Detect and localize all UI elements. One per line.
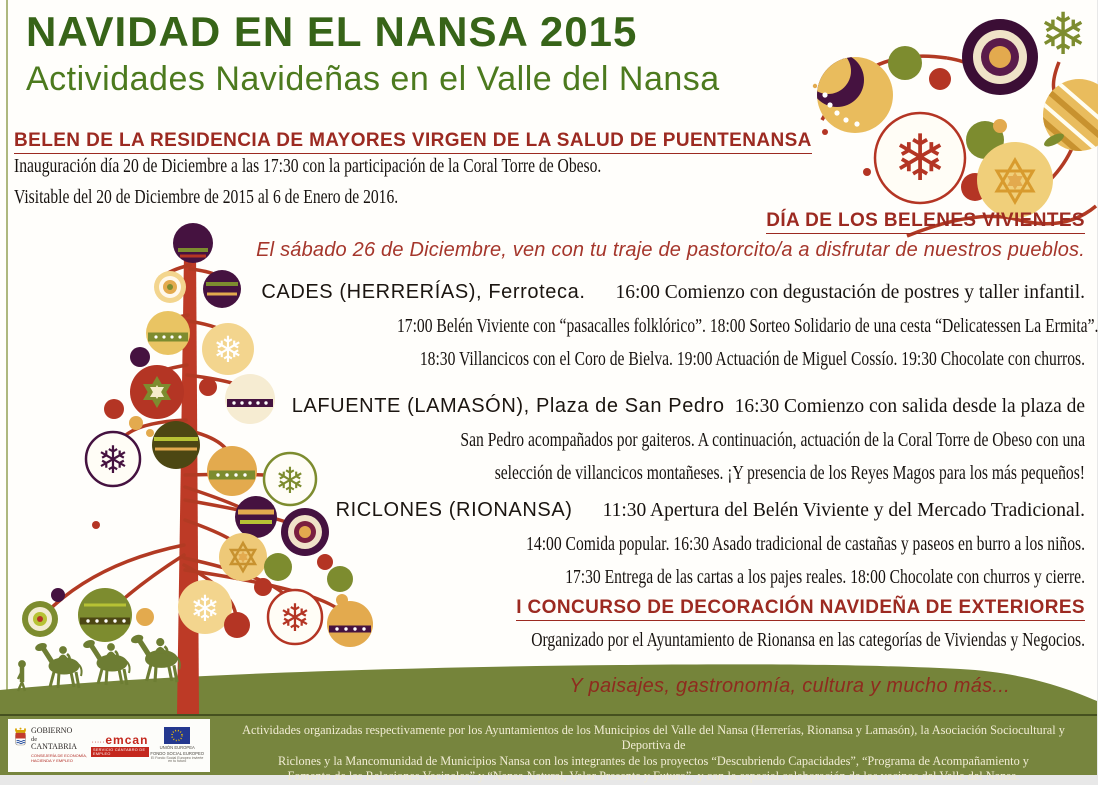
event-place-line [225, 276, 1085, 310]
footer-credits [218, 723, 1089, 785]
gobierno-name: GOBIERNO [31, 726, 73, 736]
footer [0, 714, 1097, 784]
tagline: Y paisajes, gastronomía, cultura y mucho más... [569, 675, 1010, 697]
emcan-subtitle: SERVICIO CÁNTABRO DE EMPLEO [91, 747, 149, 757]
concurso-line: Organizado por el Ayuntamiento de Rionansa en las categorías de Viviendas y Negocios. [531, 630, 1085, 651]
ornaments-illustration [807, 0, 1097, 240]
event-cades [225, 276, 1098, 376]
event-schedule-line: 14:00 Comida popular. 16:30 Asado tradicional de castañas y paseos en burro a los niños. [526, 534, 1085, 555]
event-schedule-line: selección de villancicos montañeses. ¡Y presencia de los Reyes Magos para los más pequeños! [494, 463, 1085, 484]
belen-residencia-line: Visitable del 20 de Diciembre de 2015 al 6 de Enero de 2016. [14, 186, 399, 208]
belenes-vivientes-intro: El sábado 26 de Diciembre, ven con tu traje de pastorcito/a a disfrutar de nuestros pueblos. [256, 239, 1085, 261]
svg-text:❄: ❄ [893, 122, 947, 196]
gobierno-department: CONSEJERÍA DE ECONOMÍA, HACIENDA Y EMPLEO [31, 753, 88, 763]
event-place: LAFUENTE (LAMASÓN), Plaza de San Pedro [291, 395, 725, 417]
event-riclones [225, 494, 1085, 594]
three-kings-camels-illustration [18, 634, 180, 691]
eu-line1: UNIÓN EUROPEA [159, 744, 195, 750]
cantabria-coat-of-arms-icon [13, 727, 28, 749]
belen-residencia-details [14, 152, 734, 213]
belen-residencia-line: Inauguración día 20 de Diciembre a las 17:30 con la participación de la Coral Torre de Obeso. [14, 156, 602, 177]
event-schedule-line: San Pedro acompañados por gaiteros. A continuación, actuación de la Coral Torre de Obeso con una [460, 430, 1085, 451]
poster-subtitle: Actividades Navideñas en el Valle del Nansa [26, 60, 720, 98]
gobierno-cantabria-logo [13, 727, 91, 763]
belen-residencia-heading: BELEN DE LA RESIDENCIA DE MAYORES VIRGEN DE LA SALUD DE PUENTENANSA [14, 130, 812, 154]
svg-text:❄: ❄ [212, 330, 244, 371]
svg-text:❄: ❄ [279, 596, 311, 640]
poster-title: NAVIDAD EN EL NANSA 2015 [26, 8, 638, 55]
event-place: RICLONES (RIONANSA) [335, 499, 573, 521]
belenes-vivientes-heading: DÍA DE LOS BELENES VIVIENTES [766, 210, 1085, 234]
event-schedule-start: 16:30 Comienzo con salida desde la plaza de [734, 396, 1085, 417]
footer-credits-line: Fomento de las Relaciones Vecinales” y “Nansa Natural, Valor Presente y Futuro”, y con la especial colaboración de los vecinos del Valle del Nansa. [287, 769, 1020, 784]
event-place: CADES (HERRERÍAS), Ferroteca. [261, 281, 586, 303]
eu-flag-icon [164, 727, 190, 744]
svg-text:❄: ❄ [189, 589, 221, 630]
event-schedule-start: 16:00 Comienzo con degustación de postres y taller infantil. [615, 282, 1085, 303]
emcan-logo [91, 734, 149, 758]
event-schedule-start: 11:30 Apertura del Belén Viviente y del Mercado Tradicional. [602, 500, 1085, 521]
svg-text:❄: ❄ [274, 461, 306, 502]
eu-line2: FONDO SOCIAL EUROPEO [150, 751, 205, 757]
event-schedule-line: 18:30 Villancicos con el Coro de Bielva. 19:00 Actuación de Miguel Cossío. 19:30 Chocolate con churros. [419, 349, 1085, 370]
concurso-details [365, 626, 1085, 657]
sponsor-logos [8, 719, 210, 772]
gobierno-name: de [31, 736, 38, 744]
event-schedule-line: 17:00 Belén Viviente con “pasacalles folklórico”. 18:00 Sorteo Solidario de una cesta “Delicatessen La Ermita”. [397, 316, 1098, 337]
svg-text:❄: ❄ [97, 438, 129, 482]
emcan-name [92, 734, 148, 747]
concurso-heading: I CONCURSO DE DECORACIÓN NAVIDEÑA DE EXTERIORES [516, 597, 1085, 621]
footer-credits-line: Actividades organizadas respectivamente por los Ayuntamientos de los Municipios del Valle del Nansa (Herrerías, Rionansa y Lamasón), la Asociación Sociocultural y Deportiva de [242, 723, 1065, 753]
gobierno-name: CANTABRIA [31, 742, 78, 752]
event-lafuente [225, 390, 1085, 490]
svg-text:❄: ❄ [1038, 0, 1088, 68]
event-schedule-line: 17:30 Entrega de las cartas a los pajes reales. 18:00 Chocolate con churros y cierre. [565, 567, 1085, 588]
eu-line3: El Fondo Social Europeo invierte en tu futuro [151, 755, 204, 764]
footer-credits-line: Riclones y la Mancomunidad de Municipios Nansa con los integrantes de los proyectos “Descubriendo Capacidades”, “Programa de Acompañamiento y [278, 753, 1029, 768]
event-place-line [225, 494, 1085, 528]
union-europea-logo [149, 727, 205, 764]
emcan-wordmark: emcan [105, 732, 149, 747]
event-place-line [225, 390, 1085, 424]
emcan-dots: ····· [92, 739, 106, 746]
